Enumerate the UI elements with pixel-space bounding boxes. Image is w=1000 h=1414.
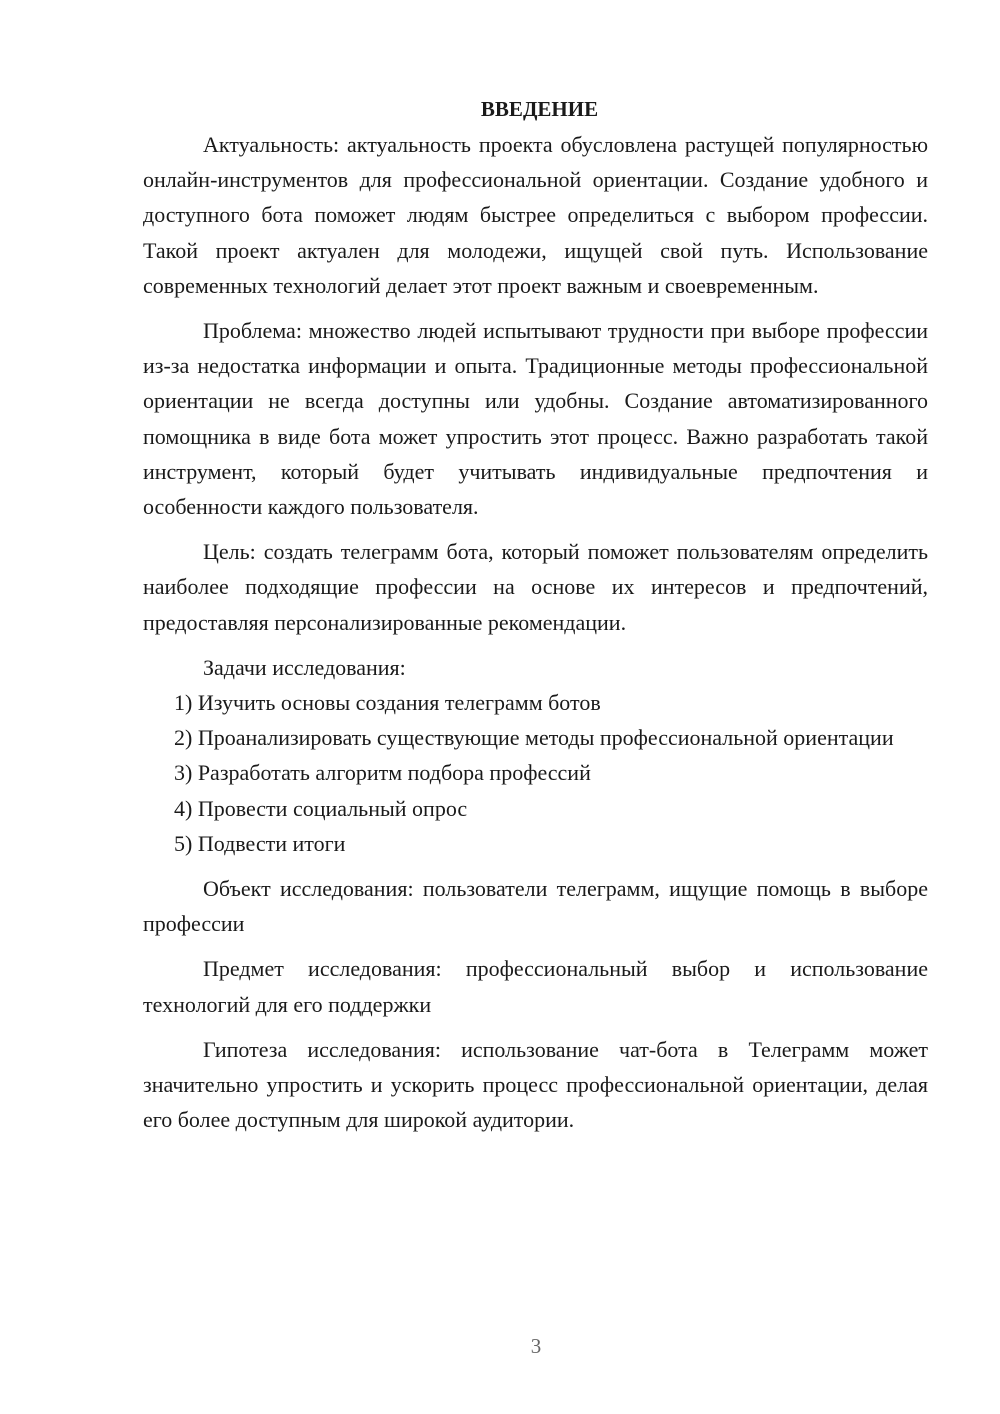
task-item: 5) Подвести итоги	[174, 830, 346, 856]
subject-paragraph: Предмет исследования: профессиональный выбор и использование технологий для его поддержки	[143, 956, 928, 1017]
tasks-list	[143, 685, 928, 861]
hypothesis-paragraph: Гипотеза исследования: использование чат-бота в Телеграмм может значительно упростить и ускорить процесс профессиональной ориентации, делая его более доступным для широкой аудитории.	[143, 1036, 928, 1133]
task-item: 3) Разработать алгоритм подбора профессий	[174, 760, 591, 786]
tasks-heading: Задачи исследования:	[203, 654, 406, 680]
problem-paragraph: Проблема: множество людей испытывают трудности при выборе профессии из-за недостатка информации и опыта. Традиционные методы профессиональной ориентации не всегда доступны или удобны. Создание автоматизированного помощника в виде бота может упростить этот процесс. Важно разработать такой инструмент, который будет учитывать индивидуальные предпочтения и особенности каждого пользователя.	[143, 318, 928, 520]
task-item: 1) Изучить основы создания телеграмм ботов	[174, 690, 601, 716]
page-number: 3	[530, 1334, 542, 1358]
relevance-paragraph: Актуальность: актуальность проекта обусловлена растущей популярностью онлайн-инструментов для профессиональной ориентации. Создание удобного и доступного бота поможет людям быстрее определиться с выбором профессии. Такой проект актуален для молодежи, ищущей свой путь. Использование современных технологий делает этот проект важным и своевременным.	[143, 132, 928, 298]
document-page	[143, 92, 928, 1137]
task-item: 4) Провести социальный опрос	[174, 795, 468, 821]
page-title: ВВЕДЕНИЕ	[480, 97, 599, 121]
object-paragraph: Объект исследования: пользователи телеграмм, ищущие помощь в выборе профессии	[143, 876, 928, 937]
goal-paragraph: Цель: создать телеграмм бота, который поможет пользователям определить наиболее подходящие профессии на основе их интересов и предпочтений, предоставляя персонализированные рекомендации.	[143, 539, 928, 635]
task-item: 2) Проанализировать существующие методы профессиональной ориентации	[174, 725, 894, 751]
